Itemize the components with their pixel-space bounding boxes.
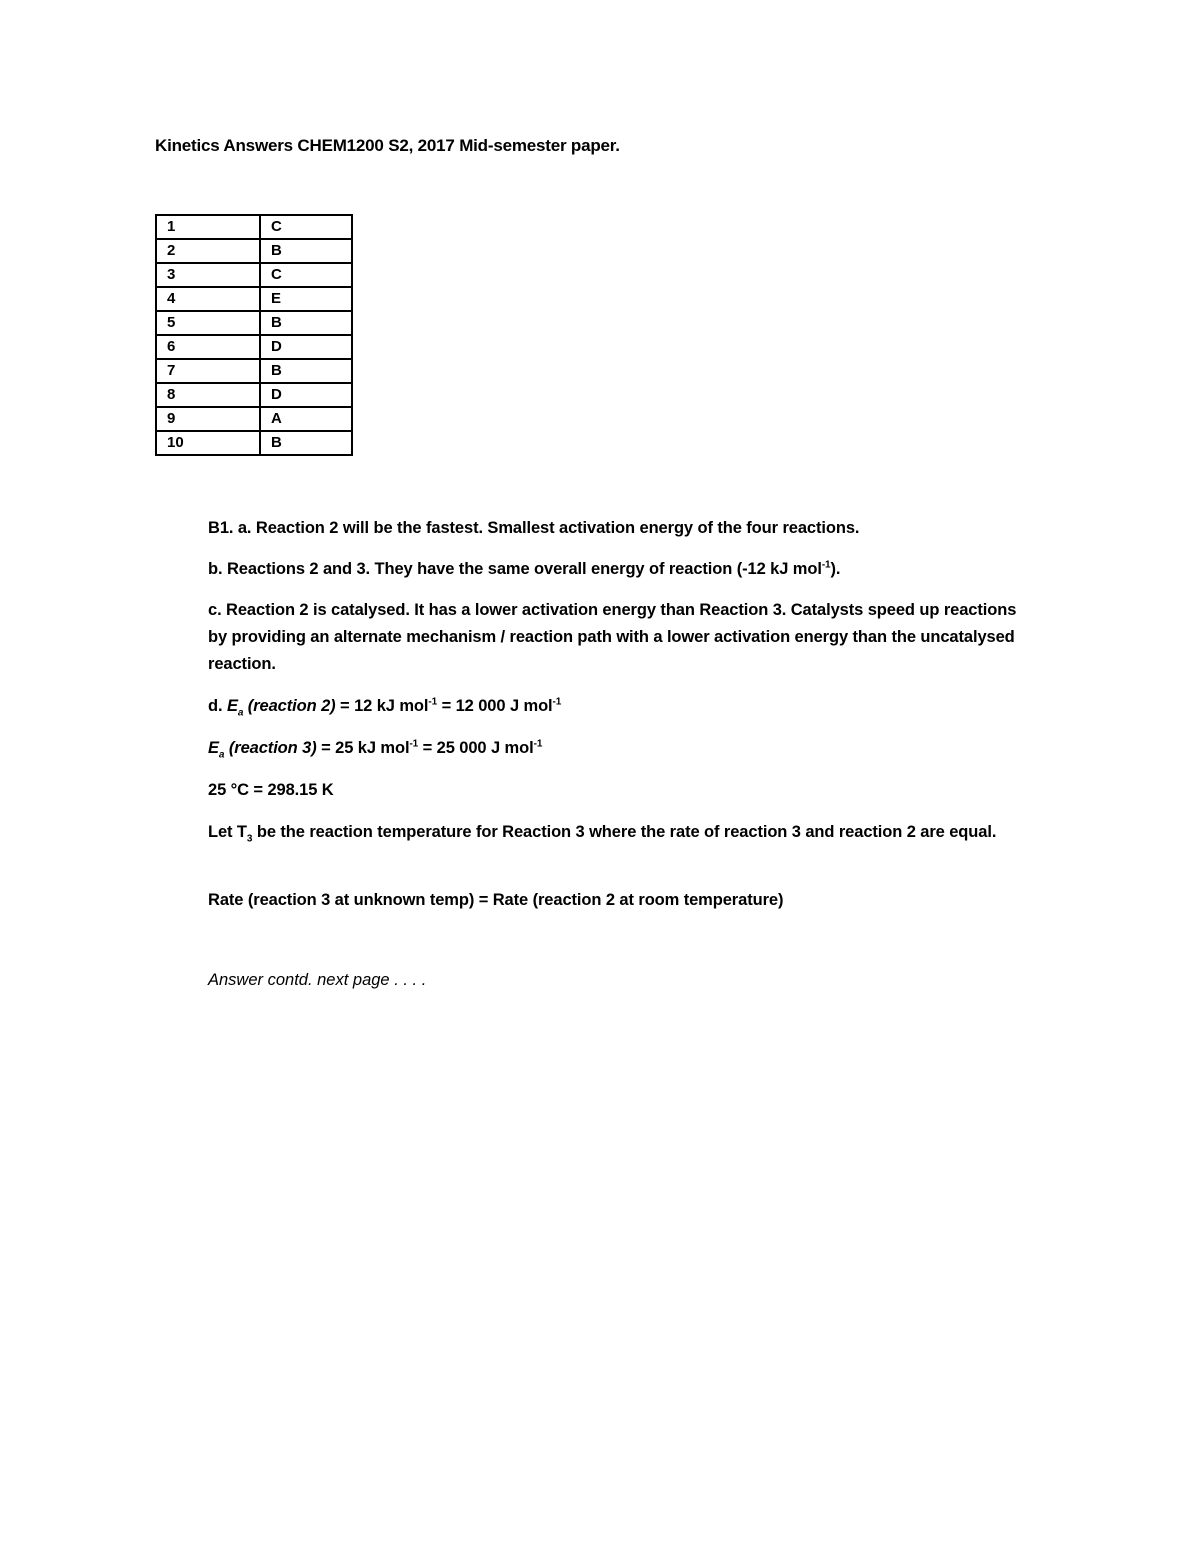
table-row xyxy=(156,311,352,335)
answer-letter: B xyxy=(260,359,352,383)
answer-b1d-reaction3 xyxy=(208,735,1028,762)
table-row xyxy=(156,263,352,287)
table-row xyxy=(156,383,352,407)
answer-b1b-sup: -1 xyxy=(821,559,831,571)
answer-b1d-reaction2 xyxy=(208,693,1028,720)
reaction3-label: (reaction 3) xyxy=(224,739,317,757)
unit-sup: -1 xyxy=(409,738,419,750)
continued-note: Answer contd. next page . . . . xyxy=(208,971,427,989)
question-number: 1 xyxy=(156,215,260,239)
answer-table xyxy=(155,214,353,456)
temperature-conversion: 25 °C = 298.15 K xyxy=(208,781,334,799)
question-number: 2 xyxy=(156,239,260,263)
table-row xyxy=(156,359,352,383)
answer-letter: D xyxy=(260,335,352,359)
question-number: 10 xyxy=(156,431,260,455)
unit-sup: -1 xyxy=(428,696,438,708)
reaction3-value1: = 25 kJ mol xyxy=(316,739,410,757)
ea-symbol: E xyxy=(208,739,219,757)
answer-b1a: B1. a. Reaction 2 will be the fastest. Smallest activation energy of the four reactions. xyxy=(208,519,860,537)
question-number: 6 xyxy=(156,335,260,359)
let-pre: Let T xyxy=(208,823,247,841)
ea-sub: a xyxy=(237,707,244,719)
answer-letter: B xyxy=(260,311,352,335)
reaction2-label: (reaction 2) xyxy=(243,697,336,715)
table-row xyxy=(156,215,352,239)
answer-letter: C xyxy=(260,263,352,287)
ea-symbol: E xyxy=(226,697,238,715)
question-number: 8 xyxy=(156,383,260,407)
let-statement xyxy=(208,819,1028,846)
reaction3-value2: = 25 000 J mol xyxy=(418,739,534,757)
answer-b1b xyxy=(208,556,1028,583)
question-number: 9 xyxy=(156,407,260,431)
answer-letter: B xyxy=(260,239,352,263)
let-post: be the reaction temperature for Reaction 3 where the rate of reaction 3 and reaction 2 are equal. xyxy=(252,823,997,841)
answer-b1b-end: ). xyxy=(830,560,841,578)
table-row xyxy=(156,239,352,263)
answer-letter: B xyxy=(260,431,352,455)
question-number: 5 xyxy=(156,311,260,335)
reaction2-value2: = 12 000 J mol xyxy=(437,697,553,715)
question-number: 3 xyxy=(156,263,260,287)
answer-letter: D xyxy=(260,383,352,407)
table-row xyxy=(156,287,352,311)
table-row xyxy=(156,431,352,455)
let-sub: 3 xyxy=(246,833,253,845)
question-number: 7 xyxy=(156,359,260,383)
rate-equation: Rate (reaction 3 at unknown temp) = Rate (reaction 2 at room temperature) xyxy=(208,891,784,909)
answer-letter: A xyxy=(260,407,352,431)
answer-letter: E xyxy=(260,287,352,311)
table-row xyxy=(156,407,352,431)
table-row xyxy=(156,335,352,359)
unit-sup: -1 xyxy=(552,696,562,708)
page-title: Kinetics Answers CHEM1200 S2, 2017 Mid-semester paper. xyxy=(155,136,620,155)
ea-sub: a xyxy=(218,749,225,761)
answer-letter: C xyxy=(260,215,352,239)
reaction2-value1: = 12 kJ mol xyxy=(335,697,429,715)
unit-sup: -1 xyxy=(533,738,543,750)
d-prefix: d. xyxy=(208,697,227,715)
answer-b1c: c. Reaction 2 is catalysed. It has a lower activation energy than Reaction 3. Catalysts speed up reactions by providing an alternate mechanism / reaction path with a lower activation energy than the uncatalysed reaction. xyxy=(208,601,1017,673)
answer-b1b-text: b. Reactions 2 and 3. They have the same overall energy of reaction (-12 kJ mol xyxy=(208,560,822,578)
question-number: 4 xyxy=(156,287,260,311)
